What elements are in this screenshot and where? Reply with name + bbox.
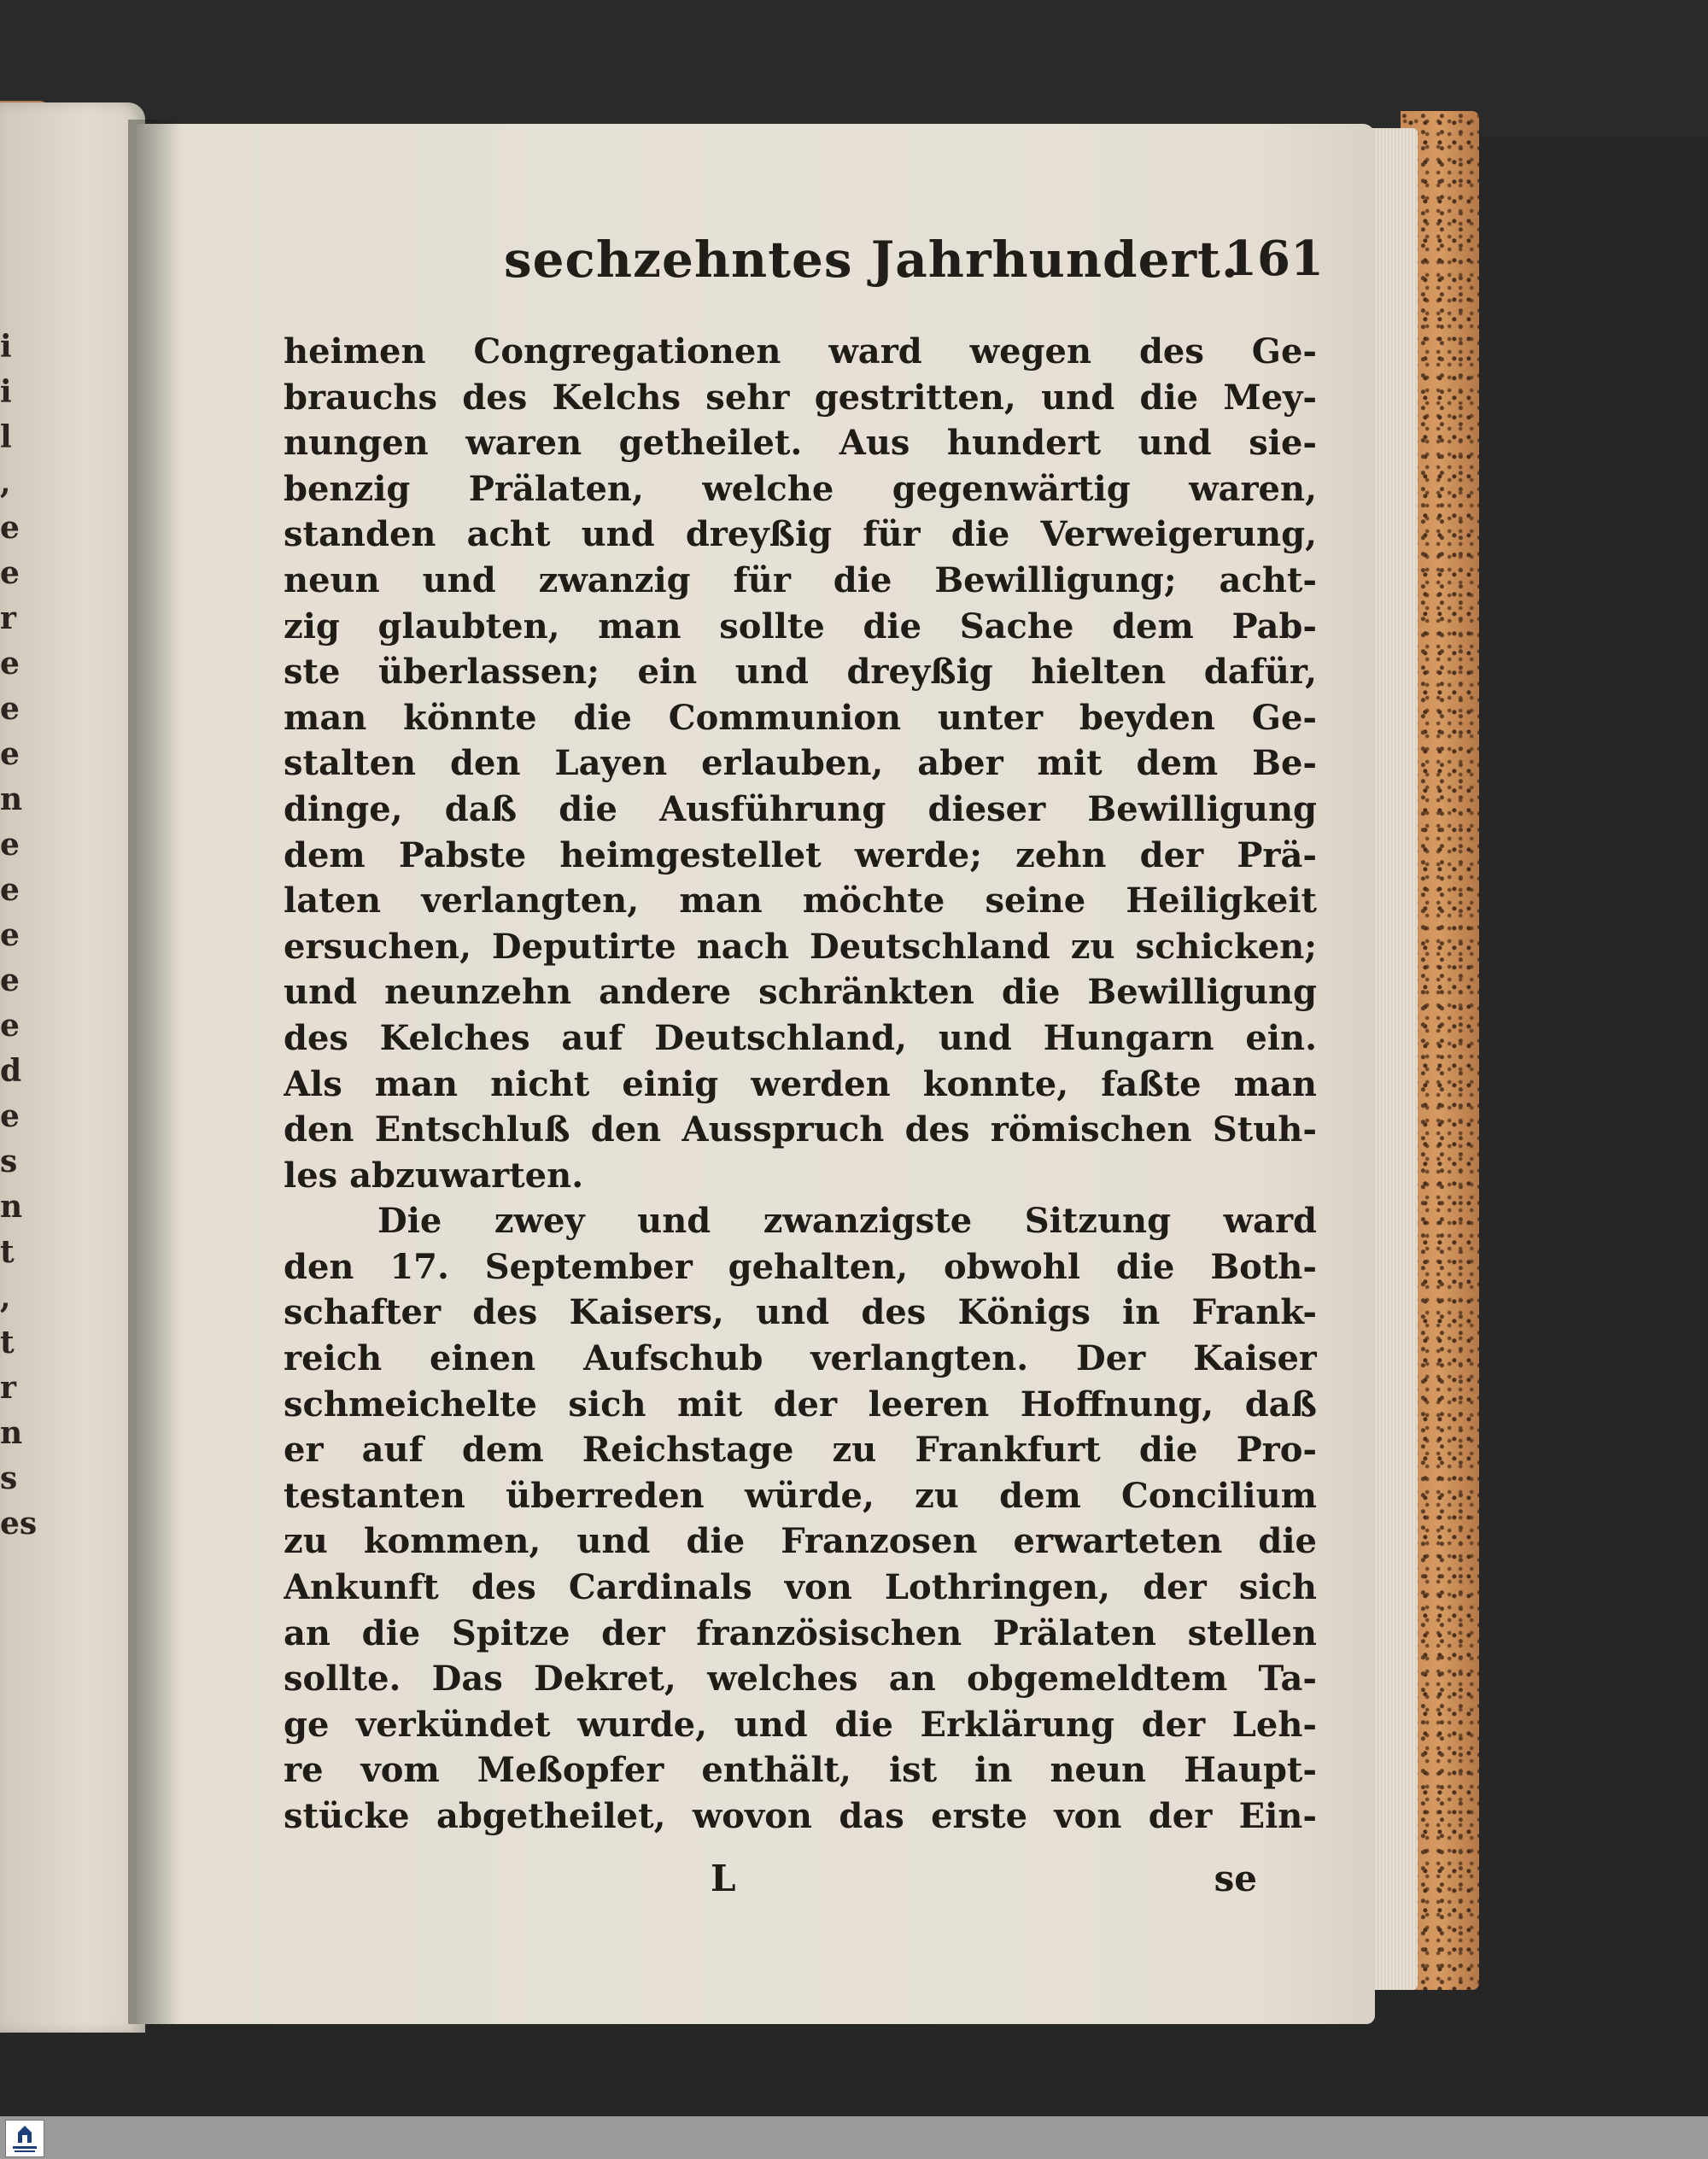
left-page-fragment: e [0, 917, 20, 953]
left-page-fragment: e [0, 1098, 20, 1134]
left-page-fragment: e [0, 691, 20, 727]
left-page-fragment: es [0, 1506, 38, 1542]
left-page-fragment: s [0, 1460, 18, 1496]
text-line: nungen waren getheilet. Aus hundert und sie- [284, 423, 1317, 464]
text-line: standen acht und dreyßig für die Verweigerung, [284, 514, 1317, 555]
text-line: schmeichelte sich mit der leeren Hoffnung, daß [284, 1384, 1317, 1425]
left-page-fragment: r [0, 1370, 16, 1406]
gutter-shadow [128, 120, 179, 2024]
text-line: sollte. Das Dekret, welches an obgemeldtem Ta- [284, 1659, 1317, 1700]
left-page-fragment: n [0, 1189, 23, 1225]
left-page-fragment: t [0, 1234, 15, 1270]
left-page-fragment: i [0, 329, 12, 365]
left-page-fragment: e [0, 827, 20, 863]
text-line: dinge, daß die Ausführung dieser Bewilligung [284, 788, 1317, 829]
text-line: stalten den Layen erlauben, aber mit dem Be- [284, 743, 1317, 784]
left-page-fragment: d [0, 1053, 22, 1089]
left-page-fragment: e [0, 646, 20, 682]
left-page-fragment: l [0, 419, 12, 455]
text-line: re vom Meßopfer enthält, ist in neun Haupt- [284, 1750, 1317, 1791]
text-line: testanten überreden würde, zu dem Concilium [284, 1475, 1317, 1516]
text-line: Die zwey und zwanzigste Sitzung ward [377, 1201, 1317, 1242]
text-line: benzig Prälaten, welche gegenwärtig waren, [284, 468, 1317, 509]
text-line: schafter des Kaisers, und des Königs in Frank- [284, 1292, 1317, 1333]
left-page-fragment: r [0, 600, 16, 636]
left-page-fragment: t [0, 1325, 15, 1360]
text-line: laten verlangten, man möchte seine Heiligkeit [284, 881, 1317, 922]
left-page-fragment: e [0, 1008, 20, 1044]
text-line: den Entschluß den Ausspruch des römischen Stuh- [284, 1109, 1317, 1150]
left-page-fragment: n [0, 1415, 23, 1451]
signature-mark: L [711, 1858, 736, 1899]
text-line: les abzuwarten. [284, 1155, 584, 1196]
running-title: sechzehntes Jahrhundert. [504, 231, 1240, 289]
left-page-fragment: n [0, 781, 23, 817]
catchword: se [1214, 1858, 1257, 1899]
text-line: zu kommen, und die Franzosen erwarteten die [284, 1521, 1317, 1562]
left-page-margin-letters [0, 325, 38, 1547]
text-line: den 17. September gehalten, obwohl die Both- [284, 1246, 1317, 1287]
text-line: er auf dem Reichstage zu Frankfurt die Pro- [284, 1430, 1317, 1471]
text-line: ste überlassen; ein und dreyßig hielten dafür, [284, 652, 1317, 693]
text-line: man könnte die Communion unter beyden Ge- [284, 697, 1317, 738]
text-line: stücke abgetheilet, wovon das erste von der Ein- [284, 1796, 1317, 1836]
left-page-fragment: i [0, 374, 12, 410]
bottom-bar [0, 2116, 1708, 2159]
body-text [284, 329, 1317, 1840]
text-line: an die Spitze der französischen Prälaten stellen [284, 1612, 1317, 1653]
running-head [504, 231, 1324, 307]
text-line: Ankunft des Cardinals von Lothringen, der sich [284, 1567, 1317, 1608]
text-line: ge verkündet wurde, und die Erklärung der Leh- [284, 1704, 1317, 1745]
library-logo-icon [5, 2120, 44, 2157]
page-number: 161 [1224, 231, 1324, 287]
text-line: des Kelches auf Deutschland, und Hungarn ein. [284, 1017, 1317, 1058]
left-page-fragment: s [0, 1144, 18, 1179]
text-line: reich einen Aufschub verlangten. Der Kaiser [284, 1338, 1317, 1379]
left-page-fragment: e [0, 736, 20, 772]
left-page-fragment: e [0, 555, 20, 591]
left-page-fragment: , [0, 1279, 11, 1315]
text-line: dem Pabste heimgestellet werde; zehn der Prä- [284, 834, 1317, 875]
text-line: heimen Congregationen ward wegen des Ge- [284, 331, 1317, 372]
left-page-fragment: e [0, 510, 20, 546]
book-page [137, 124, 1375, 2024]
text-line: brauchs des Kelchs sehr gestritten, und die Mey- [284, 377, 1317, 418]
text-line: und neunzehn andere schränkten die Bewilligung [284, 972, 1317, 1013]
left-page-fragment: e [0, 872, 20, 908]
left-page-fragment: , [0, 465, 11, 500]
catchline [284, 1858, 1317, 1909]
text-line: ersuchen, Deputirte nach Deutschland zu schicken; [284, 926, 1317, 967]
text-line: neun und zwanzig für die Bewilligung; acht- [284, 559, 1317, 600]
text-line: Als man nicht einig werden konnte, faßte man [284, 1063, 1317, 1104]
left-page-fragment: e [0, 962, 20, 998]
text-line: zig glaubten, man sollte die Sache dem Pab- [284, 606, 1317, 647]
